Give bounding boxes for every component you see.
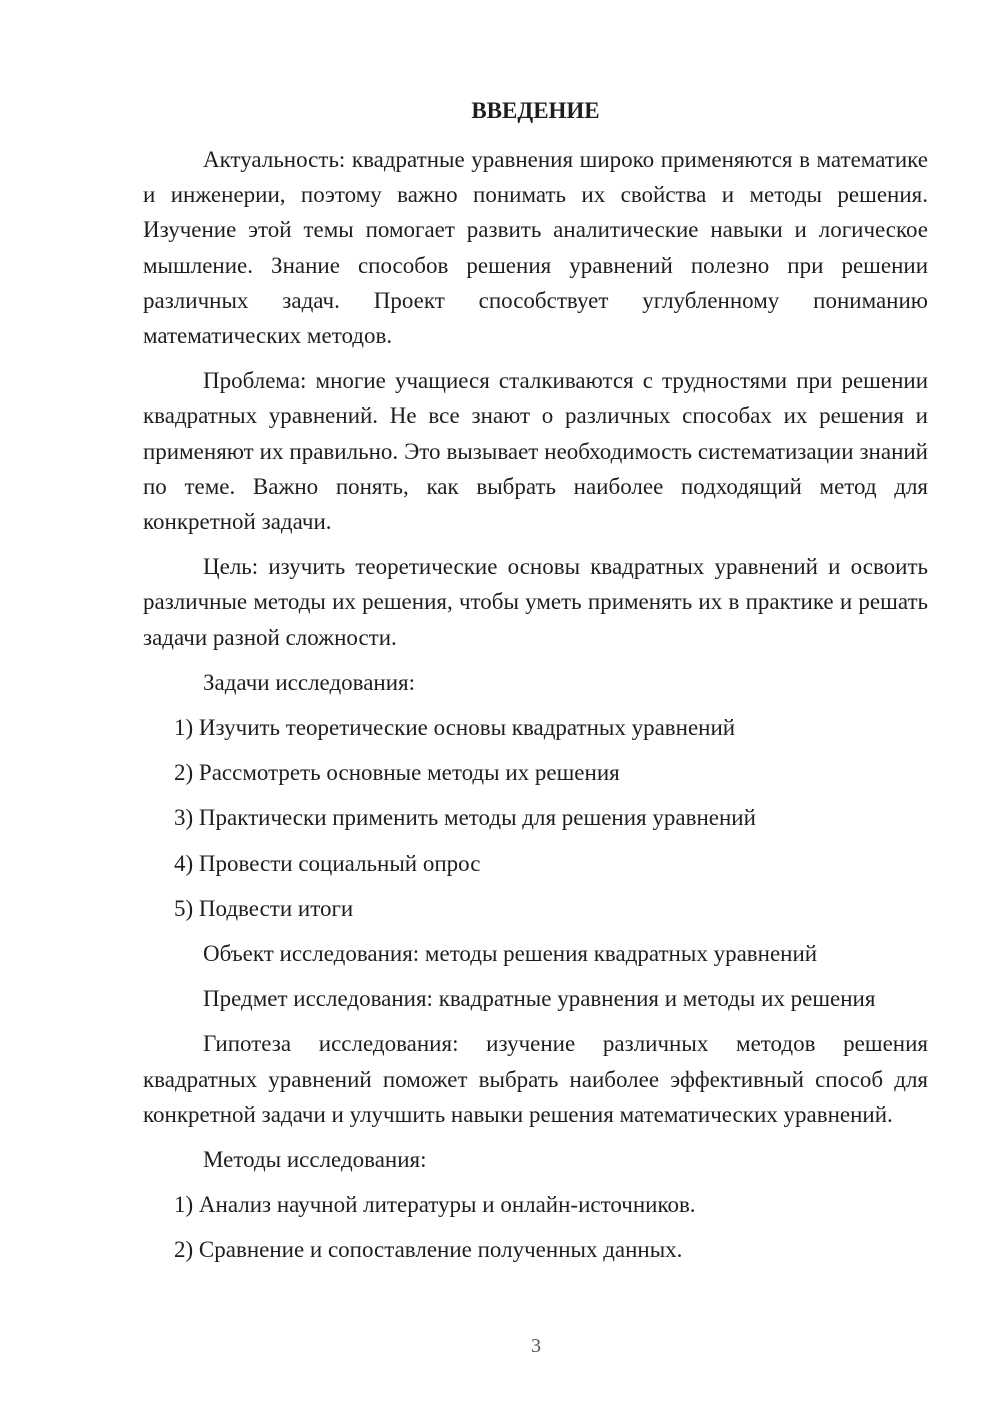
research-object: Объект исследования: методы решения квадратных уравнений [203, 941, 818, 967]
tasks-list [143, 710, 928, 926]
problem-paragraph: Проблема: многие учащиеся сталкиваются с трудностями при решении квадратных уравнений. Не все знают о различных способах их решения и применяют их правильно. Это вызывает необходимость систематизации знаний по теме. Важно понять, как выбрать наиболее подходящий метод для конкретной задачи. [143, 368, 928, 535]
relevance-paragraph: Актуальность: квадратные уравнения широко применяются в математике и инженерии, поэтому важно понимать их свойства и методы решения. Изучение этой темы помогает развить аналитические навыки и логическое мышление. Знание способов решения уравнений полезно при решении различных задач. Проект способствует углубленному пониманию математических методов. [143, 147, 928, 349]
tasks-heading: Задачи исследования: [203, 669, 416, 695]
page-number: 3 [531, 1335, 541, 1357]
list-item: 4) Провести социальный опрос [174, 850, 481, 876]
list-item: 5) Подвести итоги [174, 895, 354, 921]
section-title: ВВЕДЕНИЕ [471, 98, 600, 123]
list-item: 1) Анализ научной литературы и онлайн-источников. [174, 1192, 696, 1218]
list-item: 3) Практически применить методы для решения уравнений [174, 805, 756, 831]
list-item: 1) Изучить теоретические основы квадратных уравнений [174, 715, 736, 741]
goal-paragraph: Цель: изучить теоретические основы квадратных уравнений и освоить различные методы их решения, чтобы уметь применять их в практике и решать задачи разной сложности. [143, 554, 928, 650]
hypothesis-paragraph: Гипотеза исследования: изучение различных методов решения квадратных уравнений поможет выбрать наиболее эффективный способ для конкретной задачи и улучшить навыки решения математических уравнений. [143, 1031, 928, 1127]
methods-list [143, 1187, 928, 1267]
page-content [143, 93, 928, 1278]
methods-heading: Методы исследования: [203, 1147, 427, 1173]
research-subject: Предмет исследования: квадратные уравнения и методы их решения [203, 986, 876, 1012]
list-item: 2) Рассмотреть основные методы их решения [174, 760, 620, 786]
list-item: 2) Сравнение и сопоставление полученных данных. [174, 1237, 683, 1263]
